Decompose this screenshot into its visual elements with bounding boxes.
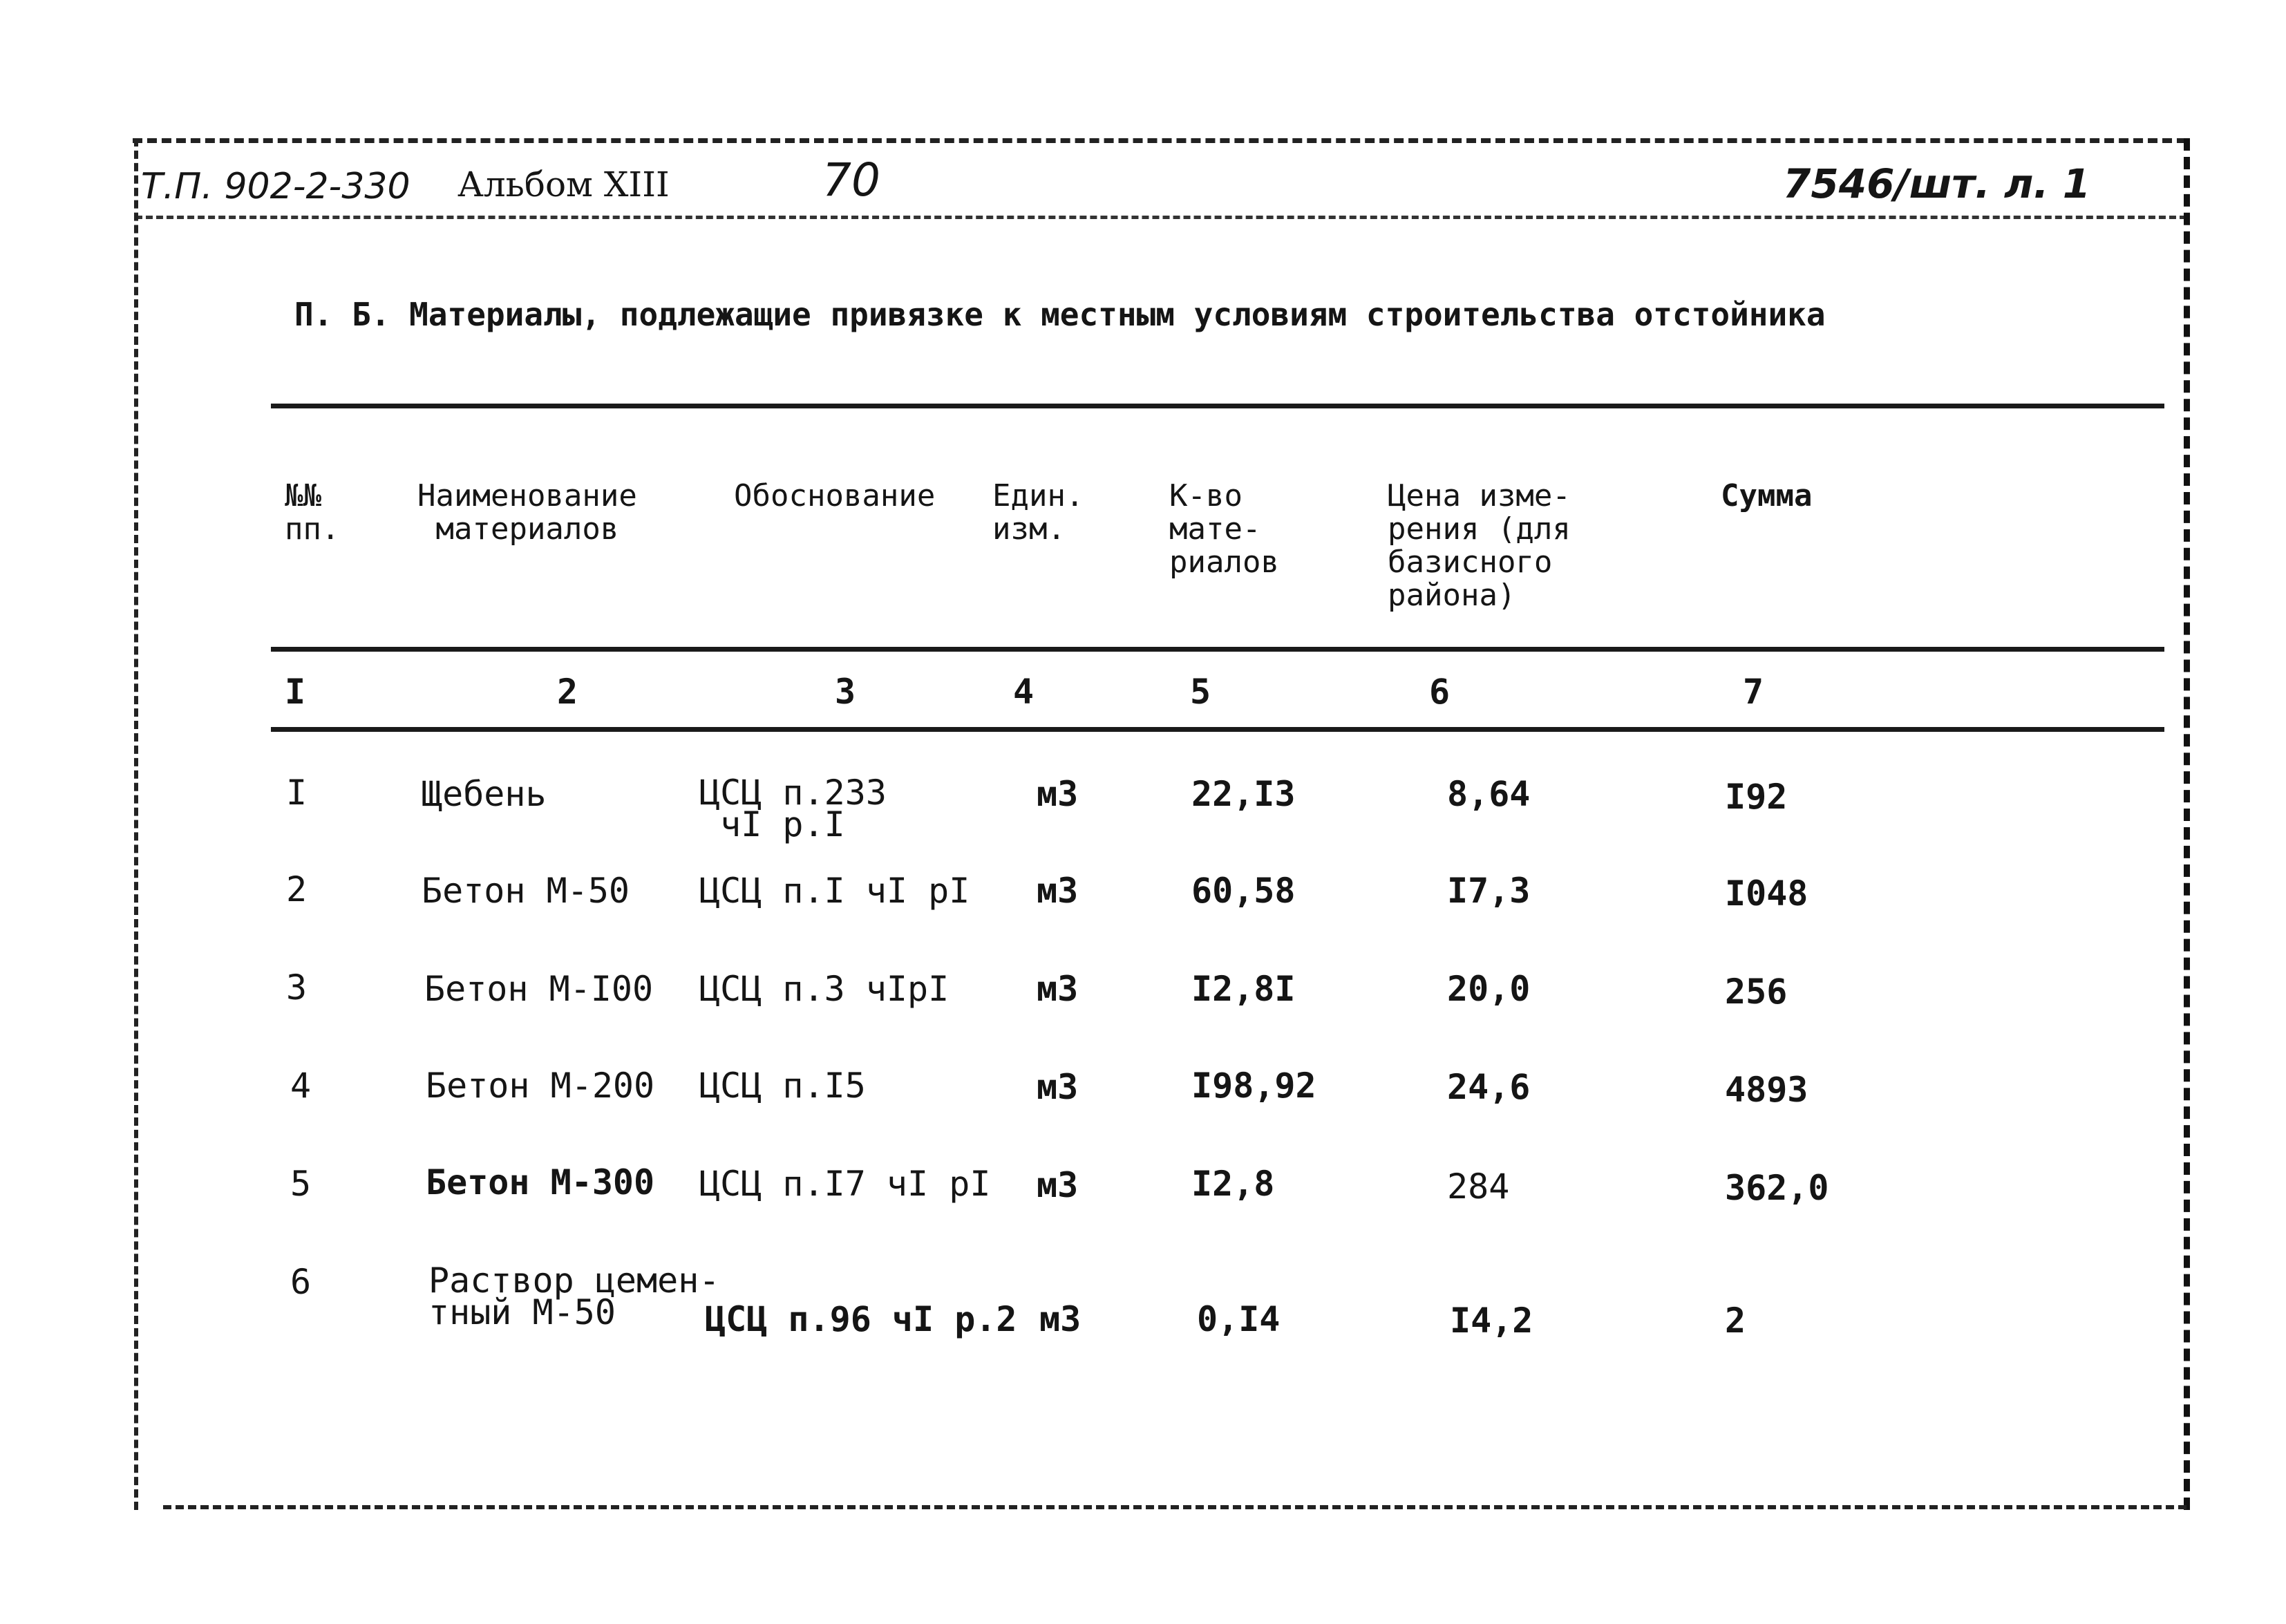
column-number: 3 [835,672,856,712]
frame-left-border [134,138,138,1510]
row-3-price: 20,0 [1447,969,1531,1009]
column-number: 2 [557,672,578,712]
frame-header-divider [135,216,2186,219]
row-2-name: Бетон М-50 [422,871,630,911]
row-2-number: 2 [286,869,308,909]
page-number: 70 [822,153,880,207]
row-3-name: Бетон М-I00 [424,969,654,1009]
row-2-basis: ЦСЦ п.I чI рI [699,871,970,911]
frame-bottom-border [163,1505,2186,1509]
column-number: 6 [1429,672,1451,712]
column-header-basis: Обоснование [734,478,936,513]
row-2-quantity: 60,58 [1191,871,1296,911]
row-5-price: 284 [1447,1167,1510,1207]
row-5-basis: ЦСЦ п.I7 чI рI [699,1164,991,1204]
column-number: 7 [1743,672,1764,712]
row-3-basis: ЦСЦ п.3 чIрI [699,969,950,1009]
column-number: I [285,672,306,712]
album-label: Альбом XIII [457,164,670,205]
table-title: П. Б. Материалы, подлежащие привязке к местным условиям строительства отстойника [294,296,1826,333]
row-6-sum: 2 [1725,1301,1746,1341]
table-top-rule [271,404,2164,408]
row-4-price: 24,6 [1447,1067,1531,1107]
row-4-name: Бетон М-200 [426,1066,655,1106]
row-1-number: I [286,773,308,813]
row-4-unit: м3 [1037,1067,1079,1107]
column-number: 4 [1013,672,1035,712]
inventory-number: 7546/шт. л. 1 [1783,160,2091,207]
row-5-sum: 362,0 [1725,1168,1829,1208]
row-1-unit: м3 [1037,774,1079,814]
row-3-sum: 256 [1725,972,1788,1012]
row-6-number: 6 [290,1262,312,1302]
row-5-unit: м3 [1037,1165,1079,1205]
row-3-quantity: I2,8I [1191,969,1296,1009]
column-header-number: №№ пп. [285,478,340,547]
row-2-unit: м3 [1037,871,1079,911]
row-4-sum: 4893 [1725,1070,1808,1110]
column-header-sum: Сумма [1721,478,1813,513]
row-5-number: 5 [290,1164,312,1204]
row-1-basis: ЦСЦ п.233 чI р.I [699,773,887,844]
column-number: 5 [1190,672,1211,712]
row-1-sum: I92 [1725,777,1788,817]
row-4-number: 4 [290,1066,312,1106]
table-header-rule [271,647,2164,652]
column-header-name: Наименование материалов [417,478,637,547]
row-6-basis: ЦСЦ п.96 чI р.2 [705,1299,1017,1339]
row-6-unit: м3 [1039,1299,1081,1339]
row-5-quantity: I2,8 [1191,1164,1275,1204]
row-3-number: 3 [286,967,308,1008]
row-6-price: I4,2 [1450,1301,1533,1341]
row-4-quantity: I98,92 [1191,1066,1316,1106]
row-1-quantity: 22,I3 [1191,774,1296,814]
row-6-quantity: 0,I4 [1197,1299,1281,1339]
row-1-price: 8,64 [1447,774,1531,814]
row-3-unit: м3 [1037,969,1079,1009]
row-1-name: Щебень [422,774,547,814]
frame-top-border [133,138,2186,143]
document-code: Т.П. 902-2-330 [141,166,410,207]
row-4-basis: ЦСЦ п.I5 [699,1066,866,1106]
row-2-sum: I048 [1725,874,1808,914]
table-numbering-rule [271,727,2164,732]
column-header-price: Цена изме- рения (для базисного района) [1388,478,1571,613]
frame-right-border [2184,138,2190,1510]
column-header-quantity: К-во мате- риалов [1169,478,1279,580]
row-6-name: Раствор цемен- тный М-50 [428,1261,720,1332]
row-5-name: Бетон М-300 [426,1162,655,1202]
column-header-unit: Един. изм. [992,478,1084,547]
row-2-price: I7,3 [1447,871,1531,911]
